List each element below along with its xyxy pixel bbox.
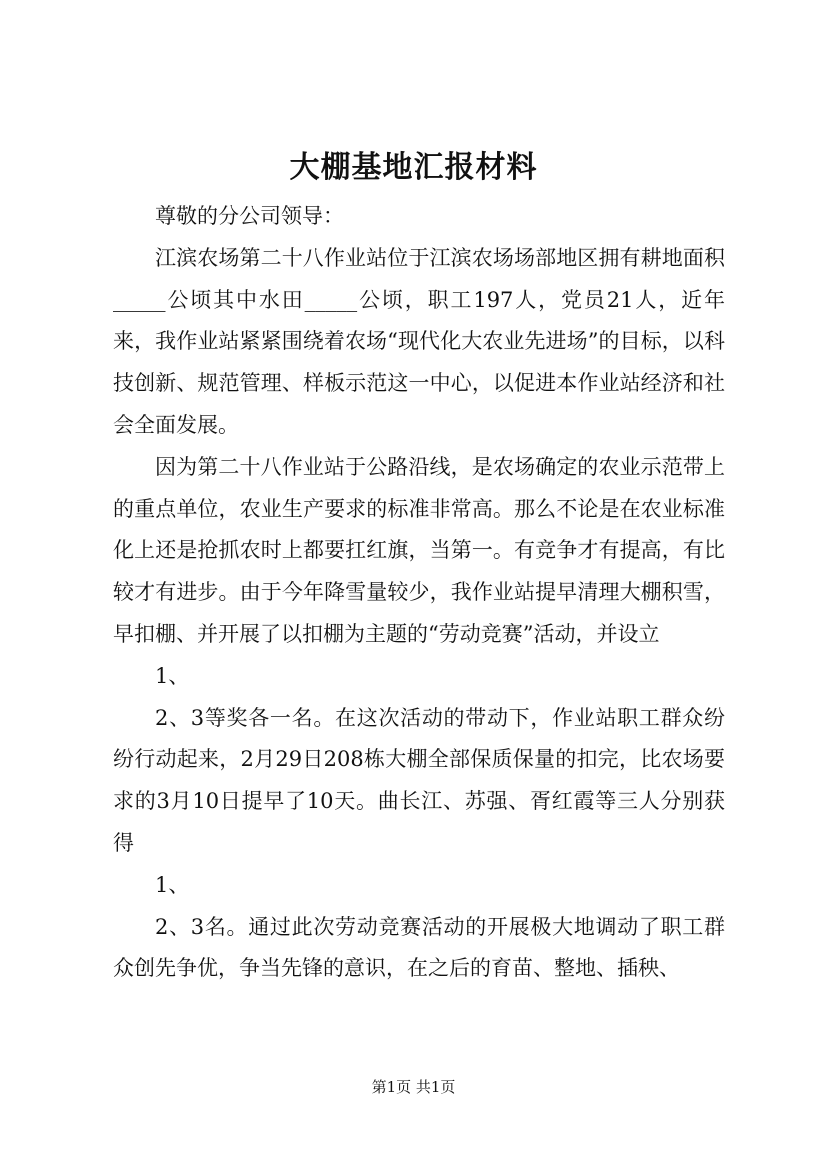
competition-paragraph: 因为第二十八作业站于公路沿线，是农场确定的农业示范带上的重点单位，农业生产要求的标准非常高。那么不论是在农业标准化上还是抢抓农时上都要扛红旗，当第一。有竞争才有提高，有比较才有进步。由于今年降雪量较少，我作业站提早清理大棚积雪，早扣棚、并开展了以扣棚为主题的“劳动竞赛”活动，并设立 xyxy=(113,454,725,646)
intro-paragraph: 江滨农场第二十八作业站位于江滨农场场部地区拥有耕地面积_____公顷其中水田_____公顷，职工197人，党员21人，近年来，我作业站紧紧围绕着农场“现代化大农业先进场”的目标，以科技创新、规范管理、样板示范这一中心，以促进本作业站经济和社会全面发展。 xyxy=(113,245,725,437)
page-footer: 第1页 共1页 xyxy=(371,1078,456,1096)
salutation-paragraph: 尊敬的分公司领导： xyxy=(155,204,344,228)
list-number-paragraph: 1、 xyxy=(155,872,190,897)
document-body xyxy=(113,196,725,990)
result-paragraph: 2、3名。通过此次劳动竞赛活动的开展极大地调动了职工群众创先争优，争当先锋的意识，在之后的育苗、整地、插秧、 xyxy=(113,914,725,981)
award-paragraph: 2、3等奖各一名。在这次活动的带动下，作业站职工群众纷纷行动起来，2月29日208栋大棚全部保质保量的扣完，比农场要求的3月10日提早了10天。曲长江、苏强、胥红霞等三人分别获得 xyxy=(113,705,725,855)
document-title: 大棚基地汇报材料 xyxy=(289,150,538,185)
list-number-paragraph: 1、 xyxy=(155,663,190,688)
